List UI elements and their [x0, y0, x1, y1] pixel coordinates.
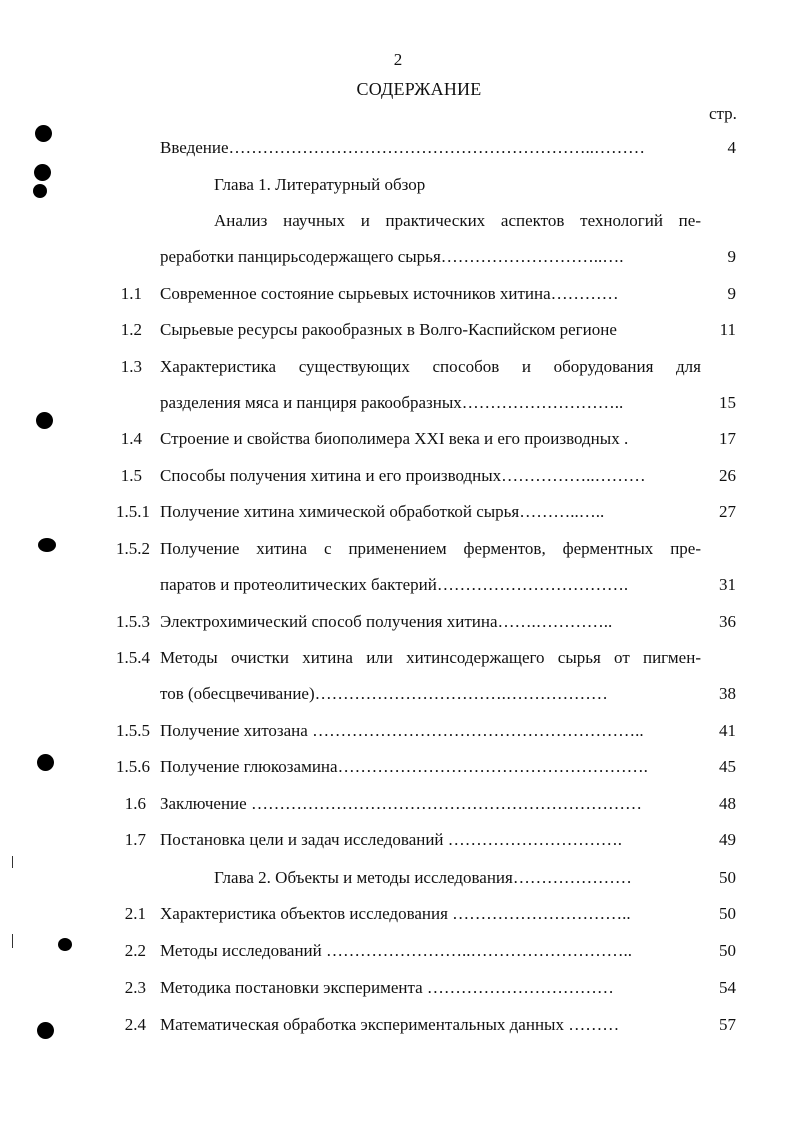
- toc-entry-text: Сырьевые ресурсы ракообразных в Волго-Каспийском регионе: [160, 320, 617, 339]
- punch-hole-icon: [58, 938, 72, 951]
- toc-entry-page: 57: [719, 1015, 736, 1034]
- toc-entry-text: Характеристика объектов исследования …………………………..: [160, 904, 631, 923]
- toc-entry-number: 2.2: [124, 941, 146, 960]
- toc-entry-page: 31: [719, 575, 736, 594]
- scan-speck-icon: [12, 856, 13, 868]
- toc-entry-page: 26: [719, 466, 736, 485]
- toc-entry-text: Получение хитозана …………………………………………………..: [160, 721, 644, 740]
- toc-entry-number: 1.2: [120, 320, 142, 339]
- toc-entry-page: 45: [719, 757, 736, 776]
- page-column-label: стр.: [709, 104, 737, 123]
- toc-entry-page: 36: [719, 612, 736, 631]
- toc-entry-text: Современное состояние сырьевых источников хитина…………: [160, 284, 619, 303]
- punch-hole-icon: [38, 538, 56, 552]
- toc-entry-text: Получение глюкозамина……………………………………………….: [160, 757, 648, 776]
- scan-speck-icon: [12, 934, 13, 948]
- toc-entry-number: 1.5.6: [116, 757, 150, 776]
- toc-entry-text: Введение………………………………………………………..………: [160, 138, 646, 157]
- toc-entry-text: Характеристика существующих способов и оборудования для: [160, 357, 701, 376]
- punch-hole-icon: [34, 164, 51, 181]
- toc-entry-text: Получение хитина с применением ферментов, ферментных пре-: [160, 539, 701, 558]
- punch-hole-icon: [37, 1022, 54, 1039]
- toc-entry-text: Получение хитина химической обработкой сырья………..…..: [160, 502, 605, 521]
- toc-chapter-heading: Глава 2. Объекты и методы исследования…………………: [214, 868, 632, 887]
- page-title: СОДЕРЖАНИЕ: [356, 79, 482, 99]
- toc-entry-text: Способы получения хитина и его производных……………..………: [160, 466, 646, 485]
- toc-entry-text: Заключение ……………………………………………………………: [160, 794, 642, 813]
- toc-entry-number: 2.1: [124, 904, 146, 923]
- page-number: 2: [393, 50, 403, 69]
- toc-entry-text: Строение и свойства биополимера XXI века и его производных .: [160, 429, 629, 448]
- toc-entry-text: Методы очистки хитина или хитинсодержащего сырья от пигмен-: [160, 648, 701, 667]
- toc-entry-number: 1.7: [124, 830, 146, 849]
- toc-entry-page: 50: [719, 941, 736, 960]
- toc-entry-text: Электрохимический способ получения хитина…….…………..: [160, 612, 613, 631]
- toc-entry-number: 1.5.4: [116, 648, 150, 667]
- toc-entry-page: 50: [719, 904, 736, 923]
- toc-entry-page: 17: [719, 429, 736, 448]
- toc-entry-text: Математическая обработка экспериментальных данных ………: [160, 1015, 620, 1034]
- toc-entry-text: реработки панцирьсодержащего сырья………………………..….: [160, 247, 624, 266]
- toc-entry-page: 48: [719, 794, 736, 813]
- toc-entry-text: Методика постановки эксперимента ……………………………: [160, 978, 614, 997]
- toc-entry-number: 2.4: [124, 1015, 146, 1034]
- punch-hole-icon: [33, 184, 47, 198]
- toc-entry-page: 27: [719, 502, 736, 521]
- toc-entry-number: 1.5.2: [116, 539, 150, 558]
- toc-entry-text: Методы исследований ……………………..………………………..: [160, 941, 633, 960]
- toc-entry-number: 1.3: [120, 357, 142, 376]
- toc-entry-page: 15: [719, 393, 736, 412]
- toc-entry-number: 1.5.3: [116, 612, 150, 631]
- toc-entry-text: Постановка цели и задач исследований ………………………….: [160, 830, 623, 849]
- toc-chapter-heading: Глава 1. Литературный обзор: [214, 175, 426, 194]
- toc-entry-number: 2.3: [124, 978, 146, 997]
- toc-entry-text: разделения мяса и панциря ракообразных………………………..: [160, 393, 624, 412]
- toc-entry-number: 1.5.1: [116, 502, 150, 521]
- toc-entry-text: тов (обесцвечивание)…………………………….………………: [160, 684, 608, 703]
- toc-entry-page: 49: [719, 830, 736, 849]
- toc-entry-number: 1.6: [124, 794, 146, 813]
- toc-entry-number: 1.4: [120, 429, 142, 448]
- toc-entry-page: 41: [719, 721, 736, 740]
- toc-entry-number: 1.5.5: [116, 721, 150, 740]
- punch-hole-icon: [37, 754, 54, 771]
- toc-entry-page: 50: [719, 868, 736, 887]
- toc-entry-page: 54: [719, 978, 736, 997]
- punch-hole-icon: [36, 412, 53, 429]
- toc-entry-page: 4: [727, 138, 736, 157]
- toc-entry-page: 9: [727, 247, 736, 266]
- toc-entry-page: 38: [719, 684, 736, 703]
- toc-entry-text: Анализ научных и практических аспектов технологий пе-: [214, 211, 701, 230]
- toc-entry-page: 11: [719, 320, 736, 339]
- toc-entry-number: 1.5: [120, 466, 142, 485]
- toc-entry-text: паратов и протеолитических бактерий…………………………….: [160, 575, 629, 594]
- toc-entry-page: 9: [727, 284, 736, 303]
- punch-hole-icon: [35, 125, 52, 142]
- toc-entry-number: 1.1: [120, 284, 142, 303]
